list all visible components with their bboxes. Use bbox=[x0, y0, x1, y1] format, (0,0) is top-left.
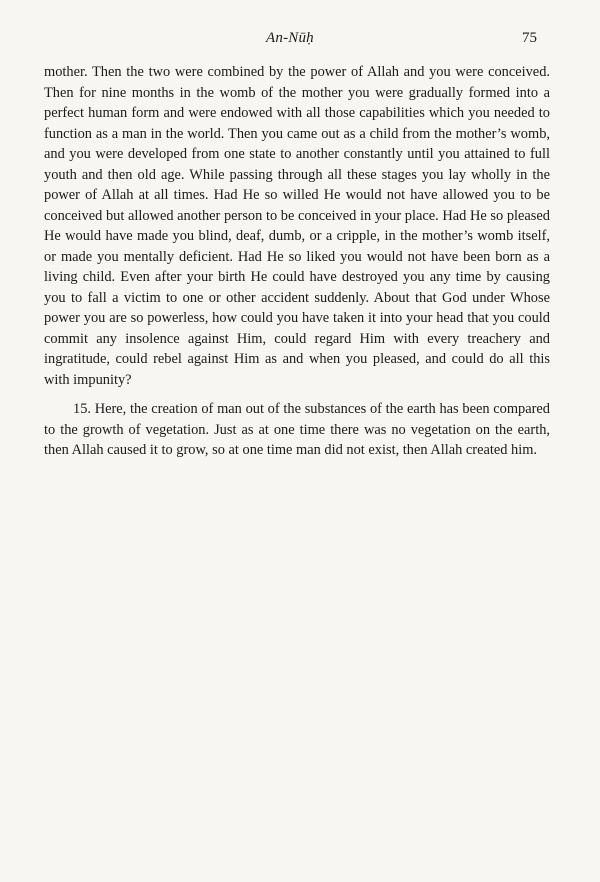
paragraph-note-15: 15. Here, the creation of man out of the substances of the earth has been compared to the growth of vegetation. Just as at one time there was no vegetation on the earth, then Allah caused it to grow, so at one time man did not exist, then Allah created him. bbox=[44, 401, 550, 458]
running-title: An-Nūḥ bbox=[266, 30, 314, 46]
page-number: 75 bbox=[522, 30, 537, 46]
page-header bbox=[0, 30, 600, 52]
body-text bbox=[44, 62, 550, 461]
paragraph-continuation: mother. Then the two were combined by the power of Allah and you were conceived. Then for nine months in the womb of the mother you were gradually formed into a perfect human form and were endowed with all those capabilities which you needed to function as a man in the world. Then you came out as a child from the mother’s womb, and you were developed from one state to another constantly until you attained to full youth and then old age. While passing through all these stages you lay wholly in the power of Allah at all times. Had He so willed He would not have allowed you to be conceived but allowed another person to be conceived in your place. Had He so pleased He would have made you blind, deaf, dumb, or a cripple, in the mother’s womb itself, or made you mentally deficient. Had He so liked you would not have been born as a living child. Even after your birth He could have destroyed you any time by causing you to fall a victim to one or other accident suddenly. About that God under Whose power you are so powerless, how could you have taken it into your head that you could commit any insolence against Him, could regard Him with every treachery and ingratitude, could rebel against Him as and when you pleased, and could do all this with impunity? bbox=[44, 64, 550, 388]
